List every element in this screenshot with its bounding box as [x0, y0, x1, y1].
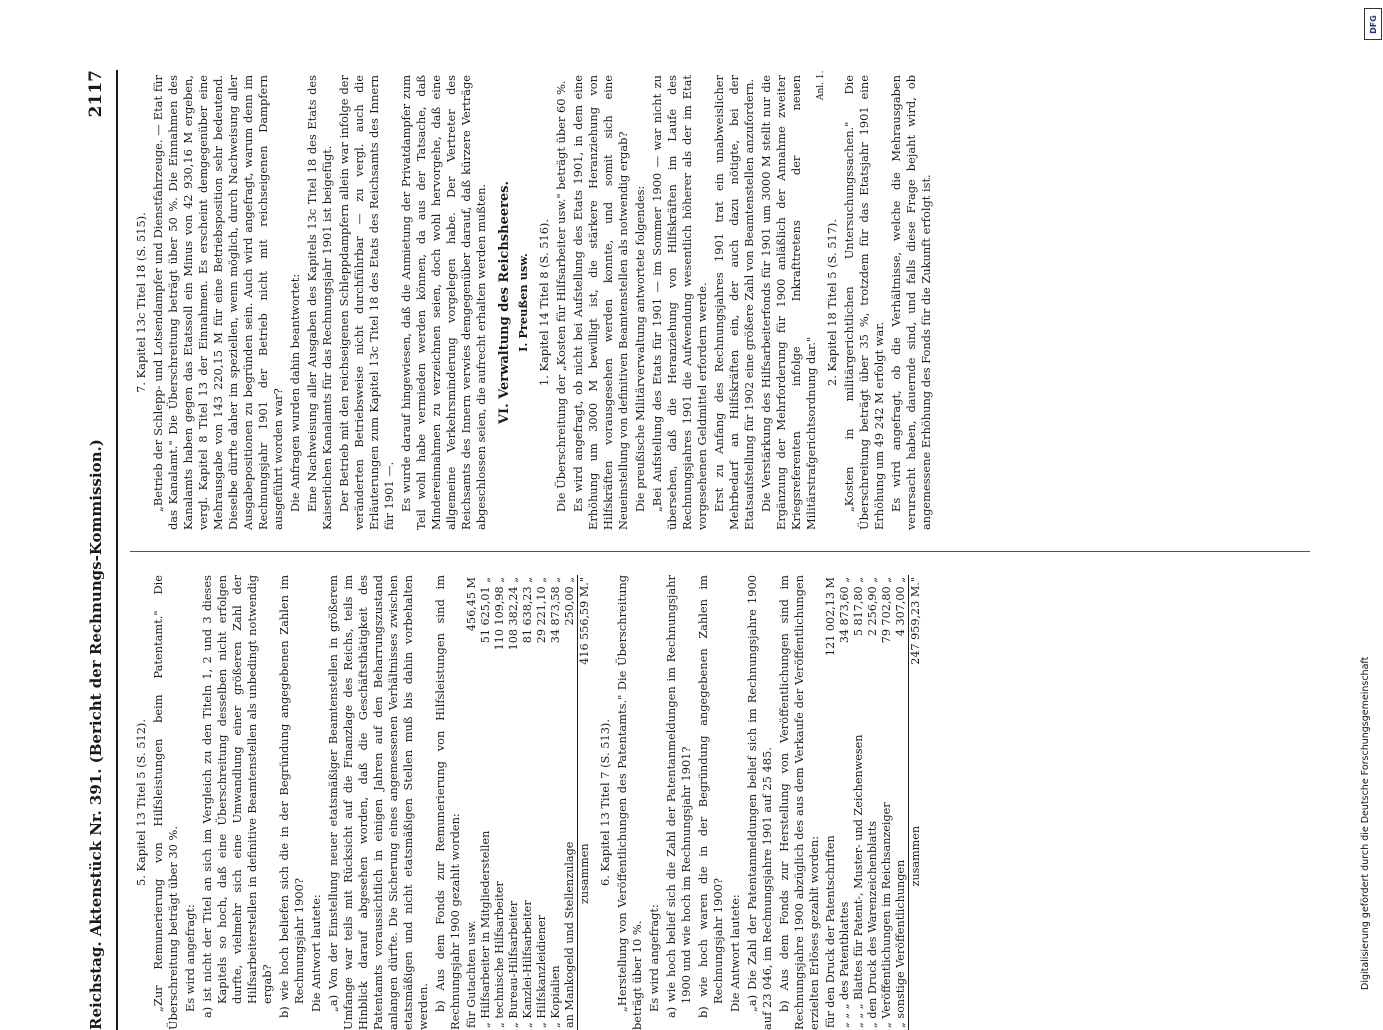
row-label: „ sonstige Veröffentlichungen	[894, 859, 907, 1028]
section-7-intro: „Betrieb der Schlepp- und Lotsendampfer und Dienstfahrzeuge. — Etat für das Kanalamt." Die Überschreitung beträgt über 50 %. Die Einnahmen des Kanalamts haben gegen das Etatssoll ein Minus von 42 930,16 M ergeben, vergl. Kapitel 8 Titel 13 der Einnahmen. Es erscheint demgegenüber eine Mehrausgabe von 143 220,15 M für eine Betriebsposition sehr bedeutend. Dieselbe dürfte daher im speziellen, wenn möglich, durch Nachweisung aller Ausgabepositionen zu begründen sein. Auch wird angefragt, warum denn im Rechnungsjahr 1901 der Betrieb nicht mit reichseigenen Dampfern ausgeführt worden war?	[151, 75, 285, 530]
section-6-intro: „Herstellung von Veröffentlichungen des Patentamts." Die Überschreitung beträgt über 10 %.	[615, 575, 644, 1030]
section-7-para: Der Betrieb mit den reichseigenen Schleppdampfern allein war infolge der veränderten Betriebsweise nicht durchführbar — zu vergl. auch die Erläuterungen zum Kapitel 13c Titel 18 des Etats des Reichsamts des Innern für 1901 —.	[337, 75, 396, 530]
total-label: zusammen	[578, 717, 593, 1030]
row-label: „ „ „ Blattes für Patent-, Muster- und Zeichenwesen	[852, 734, 865, 1028]
table-row	[479, 575, 493, 1030]
header-title: Reichstag. Aktenstück Nr. 391. (Bericht der Rechnungs-Kommission.)	[87, 439, 105, 1030]
section-6-question-a: a) wie hoch belief sich die Zahl der Patentanmeldungen im Rechnungsjahr 1900 und wie hoch im Rechnungsjahr 1901?	[664, 575, 693, 1018]
total-value: 416 556,59 M."	[578, 575, 593, 717]
section-2-caption: 2. Kapitel 18 Titel 5 (S. 517).	[825, 219, 839, 386]
section-vi-subtitle: I. Preußen usw.	[516, 253, 530, 352]
table-row	[824, 575, 838, 1030]
section-6-table	[824, 575, 923, 1030]
row-label: „ „ „ des Patentblattes	[838, 901, 851, 1028]
table-row	[880, 575, 894, 1030]
table-row	[852, 575, 866, 1030]
row-label: „ Bureau-Hilfsarbeiter	[507, 900, 520, 1028]
row-value: 121 002,13 M	[824, 577, 837, 657]
section-6-answer-b: b) Aus dem Fonds zur Herstellung von Veröffentlichungen sind im Rechnungsjahre 1900 abzüglich des aus dem Verkaufe der Veröffentlichungen erzielten Erlöses gezahlt worden:	[777, 575, 821, 1030]
left-column	[128, 575, 925, 1030]
section-5-answer-a: „a) Von der Einstellung neuer etatsmäßiger Beamtenstellen in größerem Umfange war teils mit Rücksicht auf die Finanzlage des Reichs, teils im Hinblick darauf abgesehen worden, daß die Geschäftsthätigkeit des Patentamts voraussichtlich in einigen Jahren auf den Beharrungszustand anlangen dürfte. Die Sicherung eines angemessenen Verhältnisses zwischen etatsmäßigen und nicht etatsmäßigen Stellen muß bis dahin vorbehalten werden.	[326, 575, 430, 1030]
table-row	[563, 575, 578, 1030]
section-vi-title: VI. Verwaltung des Reichsheeres.	[497, 180, 512, 425]
section-7-para: Es wurde darauf hingewiesen, daß die Anmietung der Privatdampfer zum Teil wohl habe vermieden werden können, da aus der Tatsache, daß Mindereinnahmen zu verzeichnen seien, doch wohl hervorgehe, daß eine allgemeine Verkehrsminderung vorgelegen habe. Der Vertreter des Reichsamts des Innern verwies demgegenüber darauf, daß kürzere Verträge abgeschlossen seien, die aufrecht erhalten werden mußten.	[399, 75, 488, 530]
section-6-answer-label: Die Antwort lautete:	[728, 894, 742, 1012]
section-7-para: Eine Nachweisung aller Ausgaben des Kapitels 13c Titel 18 des Etats des Kaiserlichen Kanalamts für das Rechnungsjahr 1901 ist beigefügt.	[305, 75, 334, 530]
section-7-caption: 7. Kapitel 13c Titel 18 (S. 515).	[134, 212, 148, 393]
page-header	[76, 70, 116, 1030]
section-1-para: Die preußische Militärverwaltung antwortete folgendes:	[633, 185, 647, 512]
section-1-para: Die Verstärkung des Hilfsarbeiterfonds für 1901 um 3000 M stellt nur die Ergänzung der Mehrforderung für 1900 anläßlich der Annahme zweiter Kriegsreferenten infolge Inkrafttretens der neuen Militärstrafgerichtsordnung dar."	[759, 75, 818, 530]
row-value: 108 382,24 „	[507, 577, 520, 651]
row-value: 5 817,80 „	[852, 577, 865, 637]
page-number: 2117	[86, 70, 106, 118]
row-label: für den Druck der Patentschriften	[824, 835, 837, 1028]
table-row	[866, 575, 880, 1030]
row-label: an Mankogeld und Stellenzulage	[563, 841, 576, 1028]
header-rule	[116, 70, 118, 1030]
table-row	[535, 575, 549, 1030]
section-6-answer-a: „a) Die Zahl der Patentanmeldungen belief sich im Rechnungsjahre 1900 auf 23 046, im Rechnungsjahre 1901 auf 25 485.	[745, 575, 774, 1030]
row-value: 4 307,00 „	[894, 577, 907, 637]
row-value: 29 221,10 „	[535, 577, 548, 644]
row-value: 51 625,01 „	[479, 577, 492, 644]
row-label: „ Hilfskanzleidiener	[535, 914, 548, 1028]
section-5-question-b: b) wie hoch beliefen sich die in der Begründung angegebenen Zahlen im Rechnungsjahr 1900?	[277, 575, 306, 1018]
row-label: „ Veröffentlichungen im Reichsanzeiger	[880, 802, 893, 1028]
table-row	[507, 575, 521, 1030]
section-5-question-a: a) ist nicht der Titel an sich im Vergleich zu den Titeln 1, 2 und 3 dieses Kapitels so hoch, daß eine Überschreitung desselben nicht erfolgen durfte, vielmehr sich eine Umwandlung einer größeren Zahl der Hilfsarbeiterstellen in definitive Beamtenstellen als unbedingt notwendig ergab?	[200, 575, 274, 1018]
row-label: „ Hilfsarbeiter in Mitgliederstellen	[479, 830, 492, 1028]
row-label: „ Kanzlei-Hilfsarbeiter	[521, 900, 534, 1028]
row-value: 2 256,90 „	[866, 577, 879, 637]
section-2-question: Es wird angefragt, ob die Verhältnisse, welche die Mehrausgaben verursacht haben, dauernde sind, und falls diese Frage bejaht wird, ob angemessene Erhöhung des Fonds für die Zukunft erfolgt ist.	[889, 75, 933, 530]
right-column	[128, 75, 936, 530]
section-1-para: „Bei Aufstellung des Etats für 1901 — im Sommer 1900 — war nicht zu übersehen, daß die Heranziehung von Hilfskräften im Laufe des Rechnungsjahres 1901 die Aufwendung wesentlich höherer als der im Etat vorgesehenen Geldmittel erfordern werde.	[650, 75, 709, 530]
row-value: 34 873,58 „	[549, 577, 562, 644]
section-5-answer-b: b) Aus dem Fonds zur Remunerierung von Hilfsleistungen sind im Rechnungsjahr 1900 gezahlt worden:	[433, 575, 462, 1030]
table-row	[838, 575, 852, 1030]
row-value: 34 873,60 „	[838, 577, 851, 644]
section-5-table	[465, 575, 592, 1030]
total-value: 247 959,23 M."	[909, 575, 924, 682]
row-value: 81 638,23 „	[521, 577, 534, 644]
table-row	[549, 575, 563, 1030]
section-1-para: Erst zu Anfang des Rechnungsjahres 1901 trat ein unabweislicher Mehrbedarf an Hilfskräften ein, der auch dazu nötigte, bei der Etatsaufstellung für 1902 eine größere Zahl von Beamtenstellen anzufordern.	[712, 75, 756, 530]
row-value: 456,45 M	[465, 577, 478, 632]
section-2-intro: „Kosten in militärgerichtlichen Untersuchungssachen." Die Überschreitung beträgt über 35 %, trotzdem für das Etatsjahr 1901 eine Erhöhung um 49 242 M erfolgt war.	[842, 75, 886, 530]
rotated-page	[76, 70, 1376, 1030]
section-5-asked: Es wird angefragt:	[183, 904, 197, 1012]
total-label: zusammen	[909, 682, 924, 1030]
row-label: für Gutachten usw.	[465, 920, 478, 1028]
margin-note: Anl. 1.	[816, 70, 826, 100]
section-1-intro: Die Überschreitung der „Kosten für Hilfsarbeiter usw." beträgt über 60 %.	[554, 80, 568, 512]
section-6-question-b: b) wie hoch waren die in der Begründung angegebenen Zahlen im Rechnungsjahr 1900?	[696, 575, 725, 1018]
row-value: 79 702,80 „	[880, 577, 893, 644]
table-total-row	[578, 575, 593, 1030]
table-row	[894, 575, 909, 1030]
row-label: „ den Druck des Warenzeichenblatts	[866, 820, 879, 1028]
table-total-row	[909, 575, 924, 1030]
logo-text: DFG	[1368, 14, 1378, 34]
section-1-question: Es wird angefragt, ob nicht bei Aufstellung des Etats 1901, in dem eine Erhöhung um 3000 M bewilligt ist, die stärkere Heranziehung von Hilfskräften vorausgesehen werden konnte, und somit sich eine Neueinstellung von definitiven Beamtenstellen als notwendig ergab?	[571, 75, 630, 530]
section-5-caption: 5. Kapitel 13 Titel 5 (S. 512).	[134, 719, 148, 886]
section-1-caption: 1. Kapitel 14 Titel 8 (S. 516).	[537, 219, 551, 386]
row-value: 110 109,98 „	[493, 577, 506, 651]
row-label: „ technische Hilfsarbeiter	[493, 881, 506, 1028]
dfg-logo	[1364, 8, 1382, 40]
table-row	[465, 575, 479, 1030]
digitization-credit: Digitalisierung gefördert durch die Deutsche Forschungsgemeinschaft	[1360, 656, 1371, 990]
section-6-caption: 6. Kapitel 13 Titel 7 (S. 513).	[598, 719, 612, 886]
table-row	[521, 575, 535, 1030]
section-5-intro: „Zur Remunerierung von Hilfsleistungen beim Patentamt." Die Überschreitung beträgt über 30 %.	[151, 575, 180, 1030]
section-7-para: Die Anfragen wurden dahin beantwortet:	[288, 273, 302, 512]
section-6-asked: Es wird angefragt:	[647, 904, 661, 1012]
section-5-answer-label: Die Antwort lautete:	[309, 894, 323, 1012]
table-row	[493, 575, 507, 1030]
column-divider	[130, 551, 1310, 552]
row-label: „ Kopialien	[549, 965, 562, 1028]
row-value: 250,00 „	[563, 577, 576, 626]
